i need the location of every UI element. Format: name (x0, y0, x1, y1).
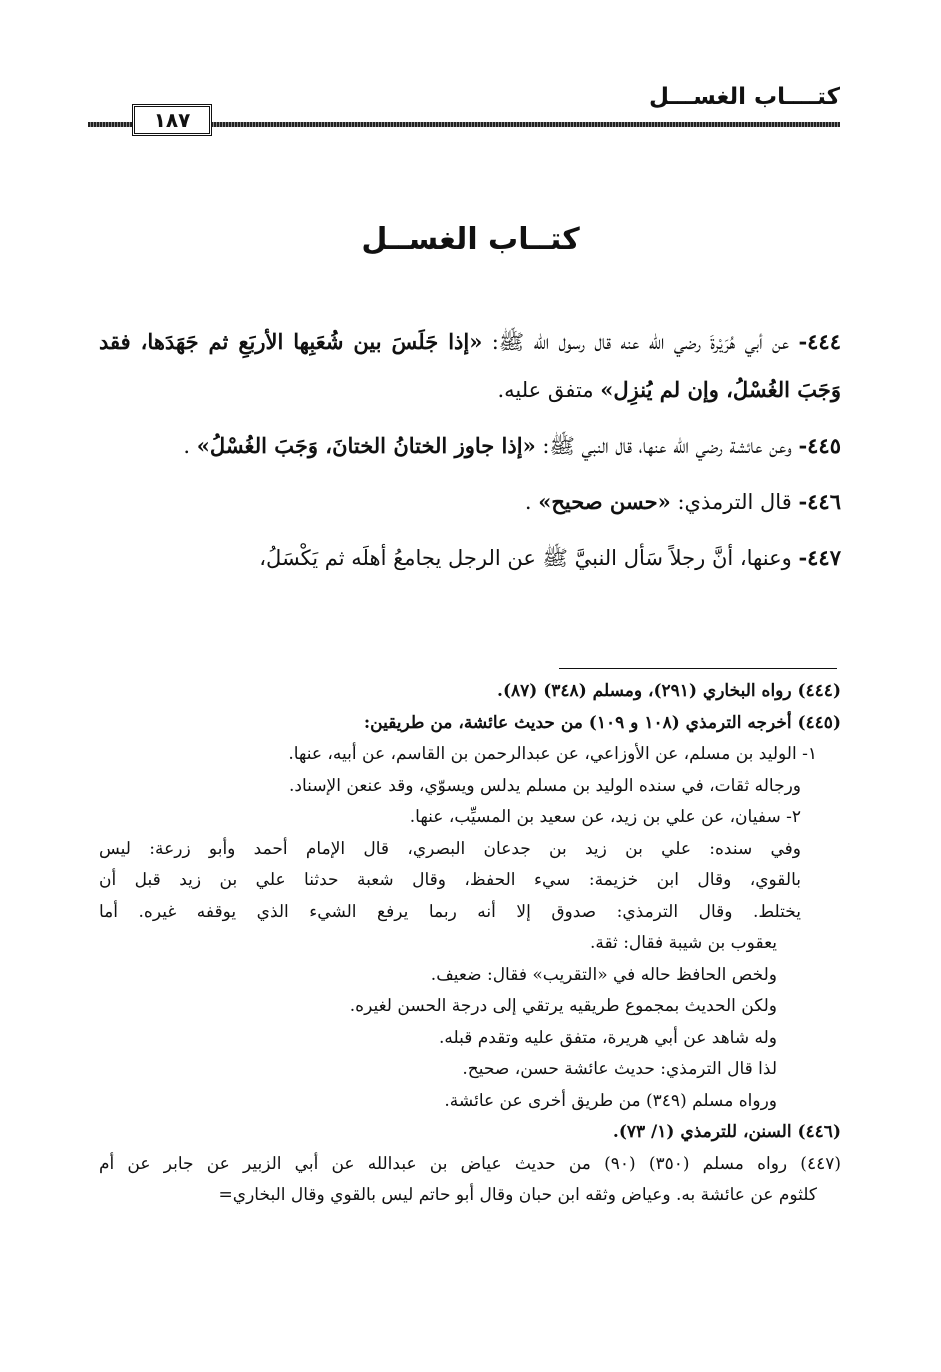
footnote-separator (559, 668, 837, 669)
hadith-446 (99, 478, 841, 526)
hadith-intro: عن أبي هُرَيْرةَ رضي الله عنه قال رسول الله ﷺ: (491, 330, 790, 354)
footnote-444: (٤٤٤) رواه البخاري (٢٩١)، ومسلم (٣٤٨) (٨٧). (497, 681, 841, 701)
footnote-445-summary-2: ولكن الحديث بمجموع طريقيه يرتقي إلى درجة الحسن لغيره. (349, 996, 777, 1016)
footnote-445-summary-3: وله شاهد عن أبي هريرة، متفق عليه وتقدم قبله. (438, 1027, 777, 1048)
page-number: ١٨٧ (132, 104, 212, 136)
hadith-intro: قال الترمذي: (677, 490, 792, 514)
main-text (99, 318, 841, 590)
footnote-447-line-2: كلثوم عن عائشة به. وعياض وثقه ابن حبان وقال أبو حاتم ليس بالقوي وقال البخاري= (218, 1185, 817, 1205)
hadith-quote: «إذا جَلَسَ بين شُعَبِها الأربَعِ ثم جَهَدَها، فقد وَجَبَ الغُسْلُ، وإن لم يُنزِل» (99, 329, 841, 402)
footnote-445-path-1: ١- الوليد بن مسلم، عن الأوزاعي، عن عبدالرحمن بن القاسم، عن أبيه، عنها. (288, 744, 817, 764)
running-header (88, 80, 840, 136)
hadith-444 (99, 318, 841, 414)
footnote-445-path-2-note-2: بالقوي، وقال ابن خزيمة: سيء الحفظ، وقال شعبة حدثنا علي بن زيد قبل أن (99, 870, 801, 890)
hadith-tail: . (183, 434, 191, 458)
footnote-445-summary-4: لذا قال الترمذي: حديث عائشة حسن، صحيح. (462, 1059, 777, 1079)
hadith-445 (99, 422, 841, 470)
hadith-number: ٤٤٤- (798, 329, 841, 354)
footnote-445-path-2-note-3: يختلط. وقال الترمذي: صدوق إلا أنه ربما يرفع الشيء الذي يوقفه غيره. أما (99, 901, 801, 922)
footnotes (99, 676, 841, 1212)
hadith-intro: وعنها، أنَّ رجلاً سَأل النبيَّ ﷺ عن الرجل يجامعُ أهلَه ثم يَكْسَلُ، (259, 546, 792, 570)
running-title: كتــــاب الغســـل (649, 84, 840, 110)
hadith-447 (99, 534, 841, 582)
hadith-intro: وعن عائشة رضي الله عنها، قال النبي ﷺ: (542, 434, 792, 458)
hadith-tail: . (524, 490, 532, 514)
footnote-445-head: (٤٤٥) أخرجه الترمذي (١٠٨ و ١٠٩) من حديث عائشة، من طريقين: (363, 712, 841, 733)
footnote-445-path-1-note: ورجاله ثقات، في سنده الوليد بن مسلم يدلس ويسوّي، وقد عنعن الإسناد. (289, 775, 801, 796)
hadith-number: ٤٤٧- (798, 545, 841, 570)
chapter-title: كتــاب الغســل (361, 222, 580, 257)
footnote-446: (٤٤٦) السنن، للترمذي (١/ ٧٣). (612, 1122, 841, 1142)
hadith-quote: «حسن صحيح» (538, 489, 671, 514)
hadith-quote: «إذا جاوز الختانُ الختانَ، وَجَبَ الغُسْلُ» (196, 433, 536, 458)
footnote-445-path-2-note-4: يعقوب بن شيبة فقال: ثقة. (589, 933, 777, 953)
footnote-445-path-2-note-1: وفي سنده: علي بن زيد بن جدعان البصري، قال الإمام أحمد وأبو زرعة: ليس (99, 838, 801, 859)
footnote-445-summary-5: ورواه مسلم (٣٤٩) من طريق أخرى عن عائشة. (444, 1090, 777, 1111)
hadith-tail: متفق عليه. (497, 378, 594, 402)
footnote-447-line-1: (٤٤٧) رواه مسلم (٣٥٠) (٩٠) من حديث عياض بن عبدالله عن أبي الزبير عن جابر عن أم (99, 1153, 841, 1174)
footnote-445-path-2: ٢- سفيان، عن علي بن زيد، عن سعيد بن المسيِّب، عنها. (409, 807, 801, 827)
hadith-number: ٤٤٦- (798, 489, 841, 514)
footnote-445-summary-1: ولخص الحافظ حاله في «التقريب» فقال: ضعيف. (430, 964, 777, 985)
hadith-number: ٤٤٥- (798, 433, 841, 458)
